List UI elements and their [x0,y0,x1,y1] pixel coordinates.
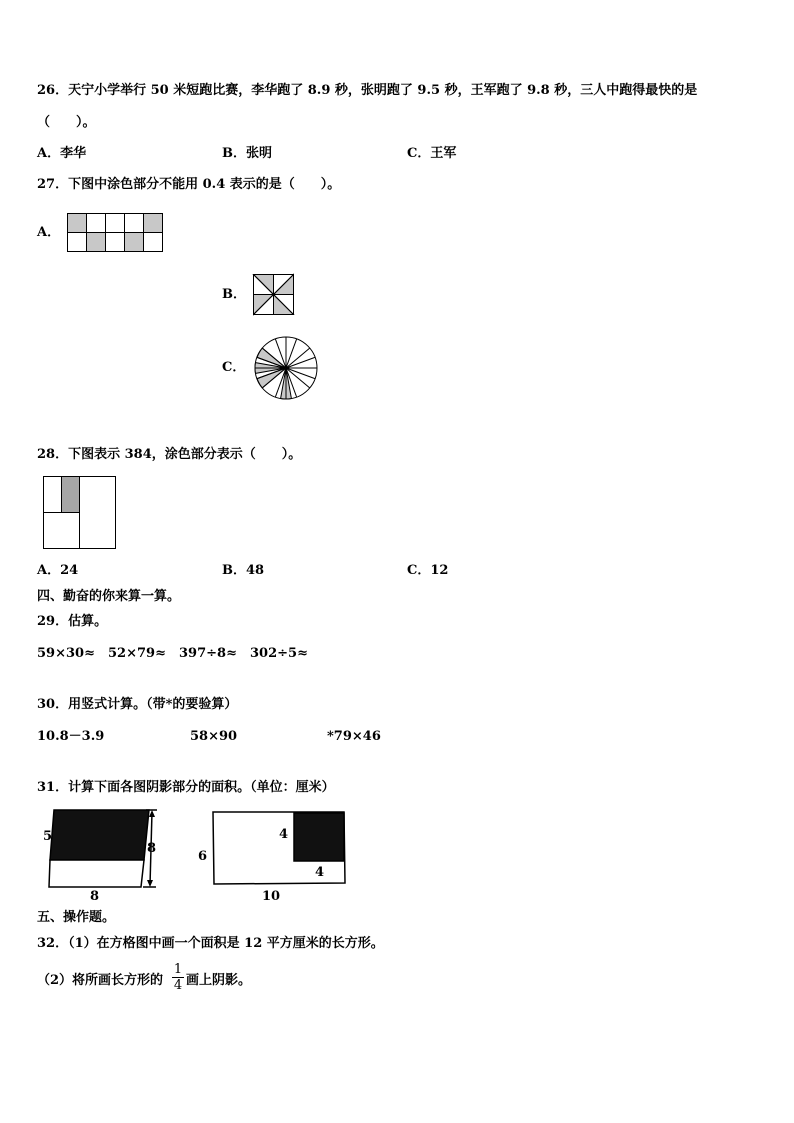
q31-fig1-label-right: 8 [147,841,157,856]
q28-option-c[interactable]: C．12 [407,563,449,578]
q31-figure-2-shaded [294,813,344,861]
q26-option-c[interactable]: C．王军 [407,146,457,161]
fraction-denominator: 4 [173,978,183,993]
q27-figure-c-circle [253,335,319,401]
q26-stem: 26．天宁小学举行 50 米短跑比赛，李华跑了 8.9 秒，张明跑了 9.5 秒，王军跑了 9.8 秒，三人中跑得最快的是 [37,83,698,98]
grid-cell-shaded [125,233,144,252]
q31-fig2-label-inner-bottom: 4 [315,865,325,880]
q29-item: 52×79≈ [108,646,166,661]
grid-cell-shaded [144,214,163,233]
q27-figure-b-square [253,274,295,316]
q27-option-a[interactable]: A． [37,225,61,240]
q32-part-2-prefix: （2）将所画长方形的 [37,973,164,988]
q30-item: 10.8－3.9 [37,729,105,744]
q30-item: *79×46 [327,729,381,744]
q28-stem: 28．下图表示 384，涂色部分表示（ ）。 [37,447,302,462]
q31-fig2-label-inner-left: 4 [279,827,289,842]
q31-figure-2 [210,809,350,889]
fraction-numerator: 1 [173,962,183,977]
q26-blank: （ ）。 [37,115,96,130]
grid-cell-shaded [68,214,87,233]
q31-fig1-label-left: 5 [43,829,53,844]
q28-figure [43,476,117,550]
q27-figure-a-grid [67,213,165,253]
q29-stem: 29．估算。 [37,614,108,629]
q31-figure-1-shaded [50,810,149,860]
q31-fig2-label-bottom: 10 [262,889,281,904]
q29-item: 59×30≈ [37,646,95,661]
q26-option-b[interactable]: B．张明 [222,146,272,161]
q31-fig2-label-left: 6 [198,849,208,864]
q31-fig1-label-bottom: 8 [90,889,100,904]
q30-stem: 30．用竖式计算。（带*的要验算） [37,697,238,712]
q26-option-a[interactable]: A．李华 [37,146,87,161]
q30-item: 58×90 [190,729,238,744]
q29-item: 397÷8≈ [179,646,237,661]
q28-option-b[interactable]: B．48 [222,563,265,578]
grid-cell-shaded [87,233,106,252]
q29-item: 302÷5≈ [250,646,308,661]
q32-fraction [172,963,184,992]
q31-stem: 31．计算下面各图阴影部分的面积。（单位：厘米） [37,780,335,795]
q27-option-c[interactable]: C． [222,360,246,375]
q27-option-b[interactable]: B． [222,287,246,302]
section-4-title: 四、勤奋的你来算一算。 [37,589,181,604]
q32-part-1: 32．（1）在方格图中画一个面积是 12 平方厘米的长方形。 [37,936,384,951]
q27-stem: 27．下图中涂色部分不能用 0.4 表示的是（ ）。 [37,177,341,192]
q32-part-2-suffix: 画上阴影。 [186,973,252,988]
q28-option-a[interactable]: A．24 [37,563,79,578]
section-5-title: 五、操作题。 [37,910,116,925]
q28-shaded-part [62,477,80,513]
